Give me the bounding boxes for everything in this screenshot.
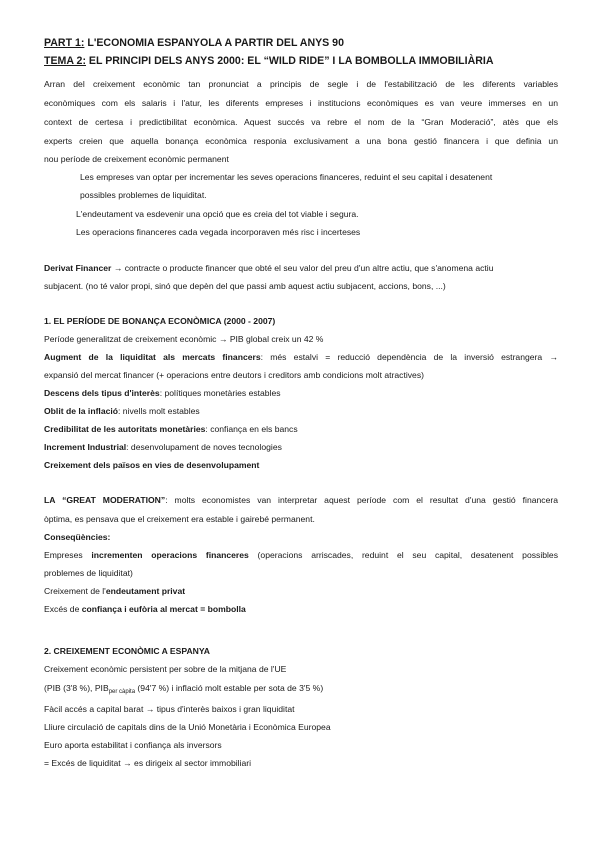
section2-line: Creixement econòmic persistent per sobre de la mitjana de l'UE (44, 664, 287, 674)
endeutament-a: Creixement de l' (44, 586, 106, 596)
pib-subscript: per càpita (108, 689, 136, 695)
increment-term: Increment Industrial (44, 442, 127, 452)
section1-title: 1. EL PERÍODE DE BONANÇA ECONÒMICA (2000 - 2007) (44, 316, 276, 326)
credibilitat-term: Credibilitat de les autoritats monetàries (44, 424, 206, 434)
section2-line: Lliure circulació de capitals dins de la Unió Monetària i Econòmica Europea (44, 722, 331, 732)
section1-oblit (44, 405, 200, 417)
section2-title: 2. CREIXEMENT ECONÒMIC A ESPANYA (44, 646, 211, 656)
section1-descens (44, 387, 281, 399)
exces-a: Excés de (44, 604, 82, 614)
section1-credibilitat (44, 423, 298, 435)
consequencies-heading: Conseqüències: (44, 532, 111, 542)
tema-label: TEMA 2: (44, 55, 86, 67)
empreses-a: Empreses (44, 550, 92, 560)
section2-line: = Excés de liquiditat → es dirigeix al sector immobiliari (44, 758, 252, 768)
consequencia-endeutament (44, 585, 185, 597)
part-heading (44, 37, 344, 49)
section1-pib: Període generalitzat de creixement econòmic → PIB global creix un 42 % (44, 334, 324, 344)
empreses-b: incrementen operacions financeres (91, 550, 249, 560)
intro-line: nou període de creixement econòmic permanent (44, 154, 229, 164)
oblit-term: Oblit de la inflació (44, 406, 119, 416)
endeutament-b: endeutament privat (105, 586, 186, 596)
empreses-c: (operacions arriscades, reduint el seu capital, desatenent possibles (248, 550, 558, 560)
part-label: PART 1: (44, 37, 85, 49)
tema-heading (44, 55, 493, 67)
tema-title: EL PRINCIPI DELS ANYS 2000: EL “WILD RIDE” I LA BOMBOLLA IMMOBILIÀRIA (85, 55, 494, 67)
bullet-risc: Les operacions financeres cada vegada incorporaven més risc i incerteses (76, 227, 361, 237)
section1-increment (44, 441, 282, 453)
pib-a: (PIB (3'8 %), PIB (44, 683, 109, 693)
consequencia-empreses-cont: problemes de liquiditat) (44, 568, 133, 578)
oblit-rest: : nivells molt estables (118, 406, 200, 416)
great-moderation (44, 494, 558, 506)
derivat-definition (44, 262, 493, 274)
derivat-term: Derivat Financer (44, 263, 112, 273)
intro-line: experts creien que aquella bonança econòmica responia exclusivament a una bona gestió financera i que definia un (44, 136, 558, 146)
descens-term: Descens dels tipus d'interès (44, 388, 160, 398)
augment-rest: : més estalvi = reducció dependència de la inversió estrangera → (260, 352, 559, 362)
section1-augment-cont: expansió del mercat financer (+ operacions entre deutors i creditors amb condicions molt atractives) (44, 370, 424, 380)
credibilitat-rest: : confiança en els bancs (205, 424, 298, 434)
consequencia-empreses (44, 549, 558, 561)
intro-line: econòmiques com els salaris i l'atur, les diferents empreses i institucions econòmiques es van veure immerses en un (44, 98, 558, 108)
great-moderation-cont: òptima, es pensava que el creixement era estable i gairebé permanent. (44, 514, 315, 524)
intro-line: Arran del creixement econòmic tan pronunciat a principis de segle i de l'estabilització de les diferents variables (44, 79, 558, 89)
bullet-endeutament: L'endeutament va esdevenir una opció que es creia del tot viable i segura. (76, 209, 359, 219)
section2-line: Fàcil accés a capital barat → tipus d'interès baixos i gran liquiditat (44, 704, 295, 714)
part-title: L'ECONOMIA ESPANYOLA A PARTIR DEL ANYS 90 (84, 37, 344, 49)
section2-pib (44, 682, 323, 698)
increment-rest: : desenvolupament de noves tecnologies (126, 442, 282, 452)
derivat-line2: subjacent. (no té valor propi, sinó que depèn del que passi amb aquest actiu subjacent, accions, bons, ...) (44, 281, 446, 291)
great-term: LA “GREAT MODERATION” (44, 495, 166, 505)
section1-augment (44, 351, 558, 363)
exces-b: confiança i eufòria al mercat = bombolla (81, 604, 246, 614)
derivat-line1: → contracte o producte financer que obté el seu valor del preu d'un altre actiu, que s'anomena actiu (111, 263, 494, 273)
bullet-empreses: Les empreses van optar per incrementar les seves operacions financeres, reduint el seu capital i desatenent (80, 172, 493, 182)
pib-b: (94'7 %) i inflació molt estable per sota de 3'5 %) (135, 683, 324, 693)
bullet-empreses-cont: possibles problemes de liquiditat. (80, 190, 207, 200)
consequencia-exces (44, 603, 246, 615)
descens-rest: : polítiques monetàries estables (159, 388, 281, 398)
section2-line: Euro aporta estabilitat i confiança als inversors (44, 740, 222, 750)
augment-term: Augment de la liquiditat als mercats financers (44, 352, 261, 362)
great-rest: : molts economistes van interpretar aquest període com el resultat d'una gestió financera (165, 495, 559, 505)
intro-line: context de certesa i predictibilitat econòmica. Aquest succés va rebre el nom de la “Gran Moderació”, atès que els (44, 117, 558, 127)
section1-paisos: Creixement dels països en vies de desenvolupament (44, 460, 260, 470)
